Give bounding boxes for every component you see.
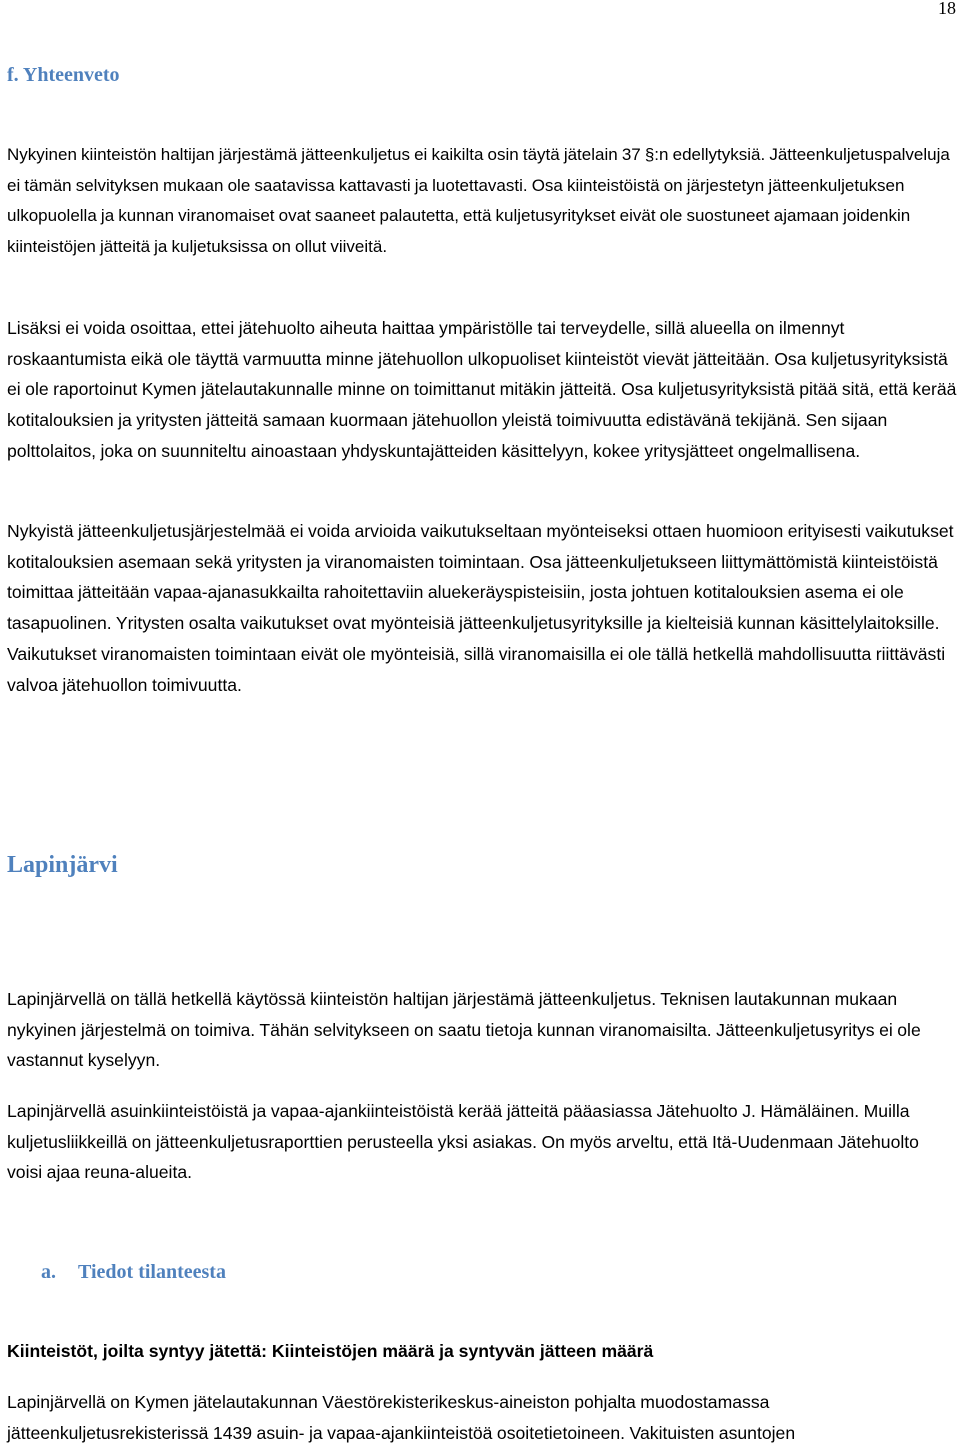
subsection-marker: a. (41, 1261, 56, 1283)
paragraph-summary-3: Nykyistä jätteenkuljetusjärjestelmää ei voida arvioida vaikutukseltaan myönteiseksi ottaen huomioon erityisesti vaikutukset kotitalouksien asemaan sekä yritysten ja viranomaisten toimintaan. Osa jätteenkuljetukseen liittymättömistä kiinteistöistä toimittaa jätteitään vapaa-ajanasukkailta rahoitettaviin aluekeräyspisteisiin, josta johtuen kotitalouksien asema ei ole tasapuolinen. Yritysten osalta vaikutukset ovat myönteisiä jätteenkuljetusyrityksille ja kielteisiä kunnan käsittelylaitoksille. Vaikutukset viranomaisten toimintaan eivät ole myönteisiä, sillä viranomaisilla ei ole tällä hetkellä mahdollisuutta riittävästi valvoa jätehuollon toimivuutta. (7, 521, 954, 695)
subsection-heading-status (41, 1261, 226, 1284)
bold-subheading-properties: Kiinteistöt, joilta syntyy jätettä: Kiinteistöjen määrä ja syntyvän jätteen määrä (7, 1341, 654, 1361)
paragraph-municipality-1: Lapinjärvellä on tällä hetkellä käytössä kiinteistön haltijan järjestämä jätteenkuljetus. Teknisen lautakunnan mukaan nykyinen järjestelmä on toimiva. Tähän selvitykseen on saatu tietoja kunnan viranomaisilta. Jätteenkuljetusyritys ei ole vastannut kyselyyn. (7, 989, 921, 1071)
section-heading-summary: f. Yhteenveto (7, 64, 120, 86)
subsection-title: Tiedot tilanteesta (78, 1261, 226, 1283)
paragraph-municipality-2: Lapinjärvellä asuinkiinteistöistä ja vapaa-ajankiinteistöistä kerää jätteitä pääasiassa Jätehuolto J. Hämäläinen. Muilla kuljetusliikkeillä on jätteenkuljetusraporttien perusteella yksi asiakas. On myös arveltu, että Itä-Uudenmaan Jätehuolto voisi ajaa reuna-alueita. (7, 1101, 919, 1183)
section-heading-municipality: Lapinjärvi (7, 852, 118, 878)
page-number: 18 (938, 0, 956, 18)
paragraph-status-1: Lapinjärvellä on Kymen jätelautakunnan Väestörekisterikeskus-aineiston pohjalta muodostamassa jätteenkuljetusrekisterissä 1439 asuin- ja vapaa-ajankiinteistöä osoitetietoineen. Vakituisten asuntojen (7, 1392, 796, 1443)
paragraph-summary-1: Nykyinen kiinteistön haltijan järjestämä jätteenkuljetus ei kaikilta osin täytä jätelain 37 §:n edellytyksiä. Jätteenkuljetuspalveluja ei tämän selvityksen mukaan ole saatavissa kattavasti ja luotettavasti. Osa kiinteistöistä on järjestetyn jätteenkuljetuksen ulkopuolella ja kunnan viranomaiset ovat saaneet palautetta, että kuljetusyritykset eivät ole suostuneet ajamaan joidenkin kiinteistöjen jätteitä ja kuljetuksissa on ollut viiveitä. (7, 145, 950, 257)
paragraph-summary-2: Lisäksi ei voida osoittaa, ettei jätehuolto aiheuta haittaa ympäristölle tai terveydelle, sillä alueella on ilmennyt roskaantumista eikä ole täyttä varmuutta minne jätehuollon ulkopuoliset kiinteistöt vievät jätteitään. Osa kuljetusyrityksistä ei ole raportoinut Kymen jätelautakunnalle minne on toimittanut mitäkin jätteitä. Osa kuljetusyrityksistä pitää sitä, että kerää kotitalouksien ja yritysten jätteitä samaan kuormaan jätehuollon yleistä toimivuutta edistävänä tekijänä. Sen sijaan polttolaitos, joka on suunniteltu ainoastaan yhdyskuntajätteiden käsittelyyn, kokee yritysjätteet ongelmallisena. (7, 318, 957, 461)
